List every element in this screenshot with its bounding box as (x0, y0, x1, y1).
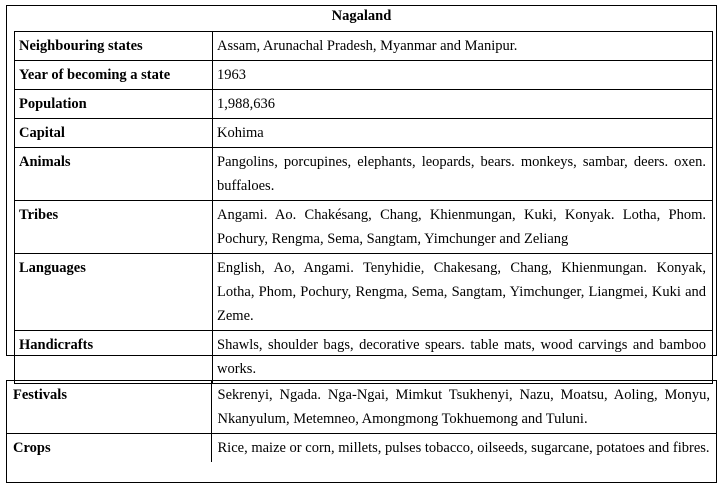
row-label-tribes: Tribes (15, 201, 213, 254)
row-value-animals: Pangolins, porcupines, elephants, leopards, bears. monkeys, sambar, deers. oxen. buffaloes. (213, 148, 713, 201)
table-title: Nagaland (331, 8, 392, 24)
row-label-languages: Languages (15, 254, 213, 331)
table-row (15, 148, 713, 201)
row-value-crops: Rice, maize or corn, millets, pulses tobacco, oilseeds, sugarcane, potatoes and fibres. (211, 434, 716, 463)
row-label-capital: Capital (15, 119, 213, 148)
row-value-festivals: Sekrenyi, Ngada. Nga-Ngai, Mimkut Tsukhenyi, Nazu, Moatsu, Aoling, Monyu, Nkanyulum, Metemneo, Amongmong Tokhuemong and Tuluni. (211, 381, 716, 434)
row-value-neighbouring-states: Assam, Arunachal Pradesh, Myanmar and Manipur. (213, 32, 713, 61)
row-label-handicrafts: Handicrafts (15, 331, 213, 384)
row-value-tribes: Angami. Ao. Chakésang, Chang, Khienmungan, Kuki, Konyak. Lotha, Phom. Pochury, Rengma, Sema, Sangtam, Yimchunger and Zeliang (213, 201, 713, 254)
table-row (7, 381, 716, 434)
table-row (15, 254, 713, 331)
table-row (15, 61, 713, 90)
row-label-animals: Animals (15, 148, 213, 201)
row-value-languages: English, Ao, Angami. Tenyhidie, Chakesang, Chang, Khienmungan. Konyak, Lotha, Phom, Pochury, Rengma, Sema, Sangtam, Yimchunger, Liangmei, Kuki and Zeme. (213, 254, 713, 331)
table-row (7, 434, 716, 463)
row-label-neighbouring-states: Neighbouring states (15, 32, 213, 61)
row-value-handicrafts: Shawls, shoulder bags, decorative spears. table mats, wood carvings and bamboo works. (213, 331, 713, 384)
extra-table (7, 381, 716, 462)
row-value-year: 1963 (213, 61, 713, 90)
main-table (14, 31, 713, 384)
row-value-population: 1,988,636 (213, 90, 713, 119)
table-row (15, 90, 713, 119)
row-value-capital: Kohima (213, 119, 713, 148)
row-label-festivals: Festivals (7, 381, 211, 434)
main-table-wrap (14, 31, 712, 384)
table-row (15, 119, 713, 148)
table-row (15, 331, 713, 384)
table-row (15, 201, 713, 254)
row-label-crops: Crops (7, 434, 211, 463)
row-label-year: Year of becoming a state (15, 61, 213, 90)
row-label-population: Population (15, 90, 213, 119)
extra-table-wrap (7, 381, 716, 462)
table-row (15, 32, 713, 61)
